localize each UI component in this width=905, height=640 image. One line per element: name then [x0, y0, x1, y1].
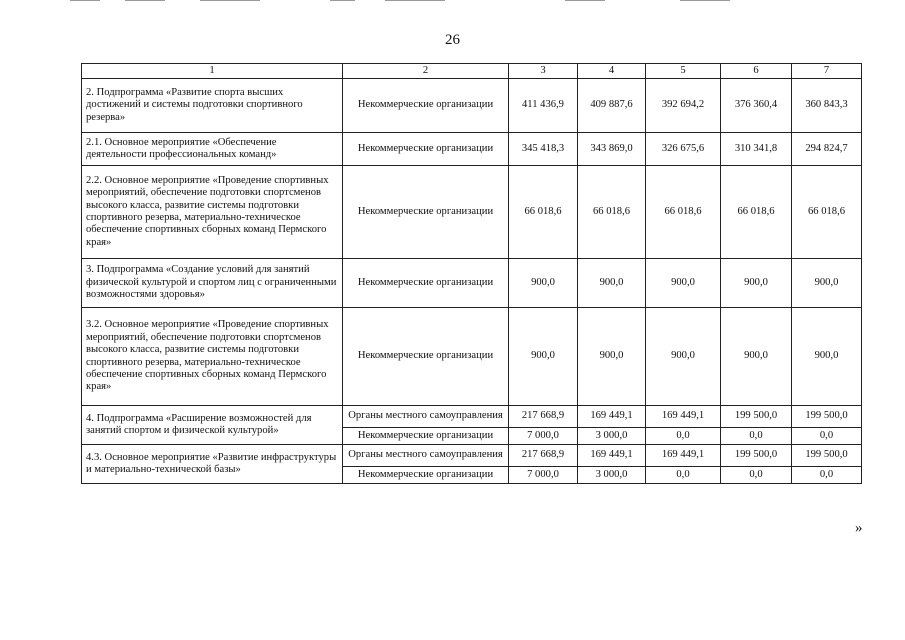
funding-value-cell: 3 000,0	[578, 467, 646, 484]
funding-value-cell: 900,0	[578, 259, 646, 308]
executor-cell: Некоммерческие организации	[343, 467, 509, 484]
funding-value-cell: 411 436,9	[509, 79, 578, 133]
executor-cell: Некоммерческие организации	[343, 259, 509, 308]
funding-value-cell: 294 824,7	[792, 133, 862, 166]
funding-value-cell: 0,0	[721, 467, 792, 484]
funding-value-cell: 66 018,6	[792, 166, 862, 259]
budget-table-body	[82, 64, 862, 484]
column-header: 6	[721, 64, 792, 79]
program-name-cell: 3.2. Основное мероприятие «Проведение спортивных мероприятий, обеспечение подготовки спортсменов высокого класса, развитие системы подготовки спортивного резерва, материально-техническое обеспечение спортивных сборных команд Пермского края»	[82, 308, 343, 406]
table-row	[82, 166, 862, 259]
column-header: 3	[509, 64, 578, 79]
funding-value-cell: 0,0	[646, 467, 721, 484]
funding-value-cell: 3 000,0	[578, 428, 646, 445]
funding-value-cell: 392 694,2	[646, 79, 721, 133]
column-header: 4	[578, 64, 646, 79]
funding-value-cell: 0,0	[792, 428, 862, 445]
funding-value-cell: 217 668,9	[509, 445, 578, 467]
column-header: 7	[792, 64, 862, 79]
column-header: 2	[343, 64, 509, 79]
funding-value-cell: 360 843,3	[792, 79, 862, 133]
column-header: 5	[646, 64, 721, 79]
funding-value-cell: 169 449,1	[578, 406, 646, 428]
funding-value-cell: 199 500,0	[792, 406, 862, 428]
funding-value-cell: 66 018,6	[509, 166, 578, 259]
funding-value-cell: 310 341,8	[721, 133, 792, 166]
funding-value-cell: 900,0	[792, 259, 862, 308]
funding-value-cell: 900,0	[509, 308, 578, 406]
funding-value-cell: 7 000,0	[509, 467, 578, 484]
funding-value-cell: 343 869,0	[578, 133, 646, 166]
funding-value-cell: 66 018,6	[578, 166, 646, 259]
table-row	[82, 445, 862, 467]
executor-cell: Некоммерческие организации	[343, 166, 509, 259]
executor-cell: Некоммерческие организации	[343, 133, 509, 166]
funding-value-cell: 199 500,0	[721, 406, 792, 428]
funding-value-cell: 169 449,1	[646, 406, 721, 428]
table-row	[82, 79, 862, 133]
header-row	[82, 64, 862, 79]
funding-value-cell: 169 449,1	[578, 445, 646, 467]
table-row	[82, 259, 862, 308]
executor-cell: Некоммерческие организации	[343, 428, 509, 445]
program-name-cell: 4. Подпрограмма «Расширение возможностей для занятий спортом и физической культурой»	[82, 406, 343, 445]
funding-value-cell: 0,0	[646, 428, 721, 445]
funding-value-cell: 199 500,0	[721, 445, 792, 467]
funding-value-cell: 376 360,4	[721, 79, 792, 133]
funding-value-cell: 900,0	[721, 308, 792, 406]
scan-edge-marks	[0, 0, 905, 3]
program-name-cell: 3. Подпрограмма «Создание условий для занятий физической культурой и спортом лиц с ограниченными возможностями здоровья»	[82, 259, 343, 308]
funding-value-cell: 0,0	[792, 467, 862, 484]
table-row	[82, 308, 862, 406]
page-number: 26	[445, 32, 460, 48]
funding-value-cell: 0,0	[721, 428, 792, 445]
budget-table	[81, 63, 862, 484]
funding-value-cell: 7 000,0	[509, 428, 578, 445]
table-row	[82, 406, 862, 428]
funding-value-cell: 217 668,9	[509, 406, 578, 428]
funding-value-cell: 900,0	[721, 259, 792, 308]
program-name-cell: 2. Подпрограмма «Развитие спорта высших достижений и системы подготовки спортивного резерва»	[82, 79, 343, 133]
program-name-cell: 2.2. Основное мероприятие «Проведение спортивных мероприятий, обеспечение подготовки спортсменов высокого класса, развитие системы подготовки спортивного резерва, материально-техническое обеспечение спортивных сборных команд Пермского края»	[82, 166, 343, 259]
funding-value-cell: 900,0	[646, 308, 721, 406]
funding-value-cell: 345 418,3	[509, 133, 578, 166]
executor-cell: Органы местного самоуправления	[343, 445, 509, 467]
continuation-mark: »	[855, 520, 863, 536]
funding-value-cell: 900,0	[646, 259, 721, 308]
funding-value-cell: 199 500,0	[792, 445, 862, 467]
funding-value-cell: 66 018,6	[721, 166, 792, 259]
executor-cell: Некоммерческие организации	[343, 308, 509, 406]
funding-value-cell: 409 887,6	[578, 79, 646, 133]
funding-value-cell: 900,0	[792, 308, 862, 406]
funding-value-cell: 66 018,6	[646, 166, 721, 259]
column-header: 1	[82, 64, 343, 79]
program-name-cell: 2.1. Основное мероприятие «Обеспечение деятельности профессиональных команд»	[82, 133, 343, 166]
table-row	[82, 133, 862, 166]
executor-cell: Органы местного самоуправления	[343, 406, 509, 428]
funding-value-cell: 169 449,1	[646, 445, 721, 467]
funding-value-cell: 900,0	[509, 259, 578, 308]
funding-value-cell: 326 675,6	[646, 133, 721, 166]
funding-value-cell: 900,0	[578, 308, 646, 406]
program-name-cell: 4.3. Основное мероприятие «Развитие инфраструктуры и материально-технической базы»	[82, 445, 343, 484]
executor-cell: Некоммерческие организации	[343, 79, 509, 133]
